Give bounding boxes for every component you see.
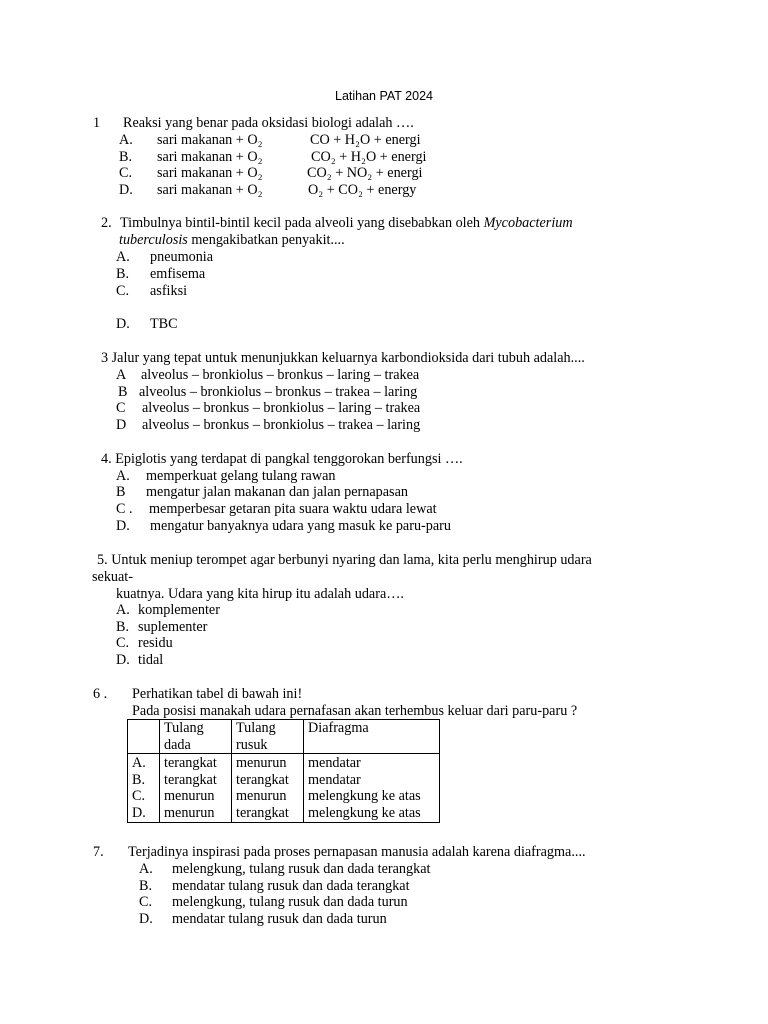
option-letter: C. xyxy=(116,635,130,651)
table-header-cell: Tulang rusuk xyxy=(232,720,304,754)
option-reactant: sari makanan + O₂ xyxy=(157,182,263,198)
option-letter: A. xyxy=(139,861,153,877)
question-stem: 4. Epiglotis yang terdapat di pangkal tenggorokan berfungsi …. xyxy=(101,451,463,467)
option-letter: C. xyxy=(116,283,130,299)
option-letter: D. xyxy=(116,652,130,668)
option-product: O₂ + CO₂ + energy xyxy=(308,182,417,198)
question-stem-continued: Pada posisi manakah udara pernafasan akan terhembus keluar dari paru-paru ? xyxy=(132,703,578,719)
question-stem: 3 Jalur yang tepat untuk menunjukkan keluarnya karbondioksida dari tubuh adalah.... xyxy=(101,350,585,366)
option-text: suplementer xyxy=(138,619,208,635)
option-reactant: sari makanan + O₂ xyxy=(157,149,263,165)
table-value: mendatar xyxy=(308,771,361,788)
option-letter: A. xyxy=(116,468,130,484)
option-text: residu xyxy=(138,635,173,651)
option-letter: D. xyxy=(116,316,130,332)
table-value: terangkat xyxy=(236,804,289,821)
option-letter: D xyxy=(116,417,127,433)
row-letter: C. xyxy=(132,788,146,804)
option-letter: A. xyxy=(116,249,130,265)
option-letter: B. xyxy=(116,266,130,282)
option-text: alveolus – bronkiolus – bronkus – trakea – laring xyxy=(139,384,418,400)
option-letter: D. xyxy=(116,518,130,534)
table-cell xyxy=(160,754,232,823)
option-letter: A. xyxy=(116,602,130,618)
option-letter: B. xyxy=(119,149,133,165)
question-number: 7. xyxy=(93,844,104,860)
question-stem: Terjadinya inspirasi pada proses pernapasan manusia adalah karena diafragma.... xyxy=(128,844,586,860)
table-cell xyxy=(232,754,304,823)
question-stem-continued: kuatnya. Udara yang kita hirup itu adalah udara…. xyxy=(116,586,404,602)
option-letter: B xyxy=(118,384,128,400)
question-number: 1 xyxy=(93,115,101,131)
option-letter: B. xyxy=(116,619,130,635)
option-text: memperbesar getaran pita suara waktu udara lewat xyxy=(149,501,437,517)
table-value: melengkung ke atas xyxy=(308,788,421,804)
option-text: tidal xyxy=(138,652,164,668)
question-stem: Reaksi yang benar pada oksidasi biologi adalah …. xyxy=(123,115,414,131)
option-letter: B. xyxy=(139,878,153,894)
option-letter: A. xyxy=(119,132,133,148)
table-value: terangkat xyxy=(164,755,217,771)
option-reactant: sari makanan + O₂ xyxy=(157,165,263,181)
question-stem-continued: tuberculosis mengakibatkan penyakit.... xyxy=(119,232,345,248)
option-text: memperkuat gelang tulang rawan xyxy=(146,468,336,484)
option-text: alveolus – bronkiolus – bronkus – laring – trakea xyxy=(141,367,420,383)
table-value: menurun xyxy=(164,788,215,804)
option-text: pneumonia xyxy=(150,249,214,265)
option-text: mengatur banyaknya udara yang masuk ke paru-paru xyxy=(150,518,451,534)
table-value: melengkung ke atas xyxy=(308,804,421,821)
table-header-cell: Diafragma xyxy=(304,720,440,754)
question-stem: 5. Untuk meniup terompet agar berbunyi nyaring dan lama, kita perlu menghirup udara xyxy=(97,552,592,568)
option-product: CO + H₂O + energi xyxy=(310,132,421,148)
table-cell xyxy=(128,754,160,823)
breathing-table xyxy=(127,719,440,823)
option-letter: D. xyxy=(119,182,133,198)
option-text: alveolus – bronkus – bronkiolus – trakea – laring xyxy=(142,417,421,433)
option-text: melengkung, tulang rusuk dan dada turun xyxy=(172,894,408,910)
document-title: Latihan PAT 2024 xyxy=(335,89,433,103)
option-letter: C . xyxy=(116,501,133,517)
option-text: emfisema xyxy=(150,266,206,282)
table-cell xyxy=(304,754,440,823)
option-product: CO₂ + NO₂ + energi xyxy=(307,165,423,181)
table-value: mendatar xyxy=(308,755,361,771)
option-text: mendatar tulang rusuk dan dada turun xyxy=(172,911,387,927)
table-value: terangkat xyxy=(236,771,289,788)
option-letter: A xyxy=(116,367,127,383)
table-value: menurun xyxy=(236,788,287,804)
row-letter: D. xyxy=(132,804,146,821)
row-letter: B. xyxy=(132,771,146,788)
option-text: TBC xyxy=(150,316,178,332)
option-text: asfiksi xyxy=(150,283,188,299)
table-header-row xyxy=(128,720,440,754)
option-text: alveolus – bronkus – bronkiolus – laring – trakea xyxy=(142,400,421,416)
table-body-row xyxy=(128,754,440,823)
option-letter: C. xyxy=(139,894,153,910)
option-letter: B xyxy=(116,484,126,500)
table-value: terangkat xyxy=(164,771,217,788)
option-text: komplementer xyxy=(138,602,220,618)
table-header-cell xyxy=(128,720,160,754)
italic-term: tuberculosis xyxy=(119,232,188,248)
option-text: mendatar tulang rusuk dan dada terangkat xyxy=(172,878,410,894)
question-stem-wrap: sekuat- xyxy=(92,569,133,585)
option-letter: C. xyxy=(119,165,133,181)
option-text: mengatur jalan makanan dan jalan pernapasan xyxy=(146,484,408,500)
table-value: menurun xyxy=(164,804,215,821)
question-number: 2. xyxy=(101,215,112,231)
option-reactant: sari makanan + O₂ xyxy=(157,132,263,148)
option-letter: D. xyxy=(139,911,153,927)
row-letter: A. xyxy=(132,755,146,771)
question-stem: Timbulnya bintil-bintil kecil pada alveoli yang disebabkan oleh Mycobacterium xyxy=(120,215,573,231)
question-number: 6 . xyxy=(93,686,108,702)
option-text: melengkung, tulang rusuk dan dada terangkat xyxy=(172,861,431,877)
option-product: CO₂ + H₂O + energi xyxy=(311,149,427,165)
table-value: menurun xyxy=(236,755,287,771)
italic-term: Mycobacterium xyxy=(483,215,573,231)
question-stem: Perhatikan tabel di bawah ini! xyxy=(132,686,303,702)
table-header-cell: Tulang dada xyxy=(160,720,232,754)
option-letter: C xyxy=(116,400,126,416)
